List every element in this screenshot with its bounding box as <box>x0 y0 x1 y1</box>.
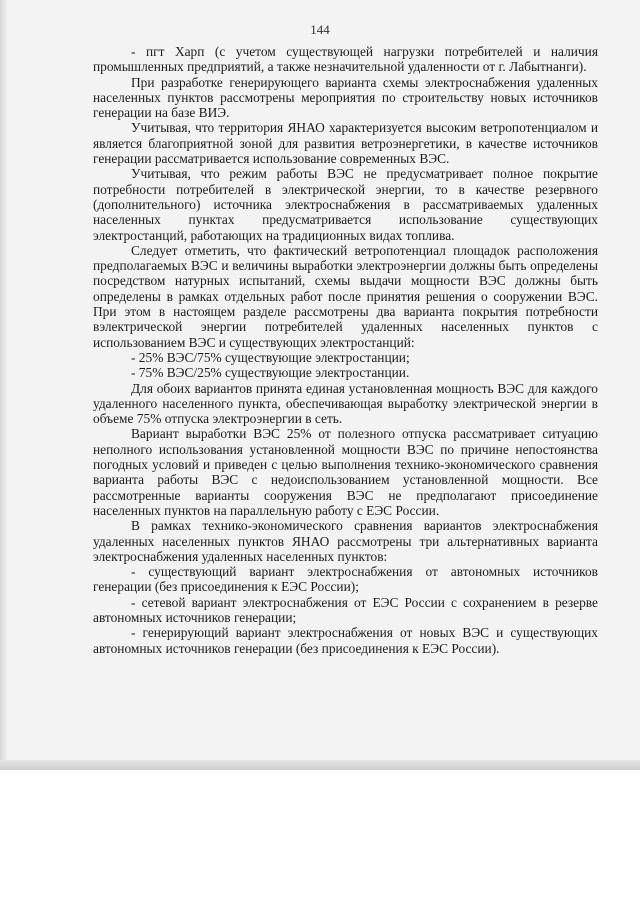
list-item: - 25% ВЭС/75% существующие электростанции; <box>131 349 410 365</box>
list-item: - сетевой вариант электроснабжения от ЕЭС России с сохранением в резерве автономных источников генерации; <box>93 594 598 625</box>
paragraph: - пгт Харп (с учетом существующей нагрузки потребителей и наличия промышленных предприятий, а также незначительной удаленности от г. Лабытнанги). <box>93 44 598 75</box>
paragraph: Следует отметить, что фактический ветропотенциал площадок расположения предполагаемых ВЭС и величины выработки электроэнергии должны быть определены посредством натурных испытаний, схемы выдачи мощности ВЭС должны быть определены в рамках отдельных работ после принятия решения о сооружении ВЭС. При этом в настоящем разделе рассмотрены два варианта покрытия потребности вэлектрической энергии потребителей удаленных населенных пунктов с использованием ВЭС и существующих электростанций: <box>93 242 598 350</box>
paragraph: Для обоих вариантов принята единая установленная мощность ВЭС для каждого удаленного населенного пункта, обеспечивающая выработку электрической энергии в объеме 75% отпуска электроэнергии в сеть. <box>93 380 598 427</box>
paragraph: При разработке генерирующего варианта схемы электроснабжения удаленных населенных пунктов рассмотрены мероприятия по строительству новых источников генерации на базе ВИЭ. <box>93 74 598 121</box>
page-body <box>93 44 598 656</box>
list-item: - существующий вариант электроснабжения от автономных источников генерации (без присоединения к ЕЭС России); <box>93 564 598 595</box>
page-number: 144 <box>310 22 330 37</box>
scan-edge-shadow <box>0 0 8 770</box>
paragraph: Вариант выработки ВЭС 25% от полезного отпуска рассматривает ситуацию неполного использования установленной мощности ВЭС по причине непостоянства погодных условий и приведен с целью выполнения технико-экономического сравнения варианта работы ВЭС с недоиспользованием установленной мощности. Все рассмотренные варианты сооружения ВЭС не предполагают присоединение населенных пунктов на параллельную работу с ЕЭС России. <box>93 426 598 518</box>
paragraph: В рамках технико-экономического сравнения вариантов электроснабжения удаленных населенных пунктов ЯНАО рассмотрены три альтернативных варианта электроснабжения удаленных населенных пунктов: <box>93 518 598 564</box>
paragraph: Учитывая, что режим работы ВЭС не предусматривает полное покрытие потребности потребителей в электрической энергии, то в качестве резервного (дополнительного) источника электроснабжения в рассматриваемых удаленных населенных пунктах предусматривается использование существующих электростанций, работающих на традиционных видах топлива. <box>93 166 598 243</box>
scan-bottom-edge <box>0 760 640 770</box>
list-item: - генерирующий вариант электроснабжения от новых ВЭС и существующих автономных источников генерации (без присоединения к ЕЭС России). <box>93 625 598 656</box>
list-item: - 75% ВЭС/25% существующие электростанции. <box>131 365 410 381</box>
paragraph: Учитывая, что территория ЯНАО характеризуется высоким ветропотенциалом и является благоприятной зоной для развития ветроэнергетики, в качестве источников генерации рассматривается использование современных ВЭС. <box>93 120 598 167</box>
